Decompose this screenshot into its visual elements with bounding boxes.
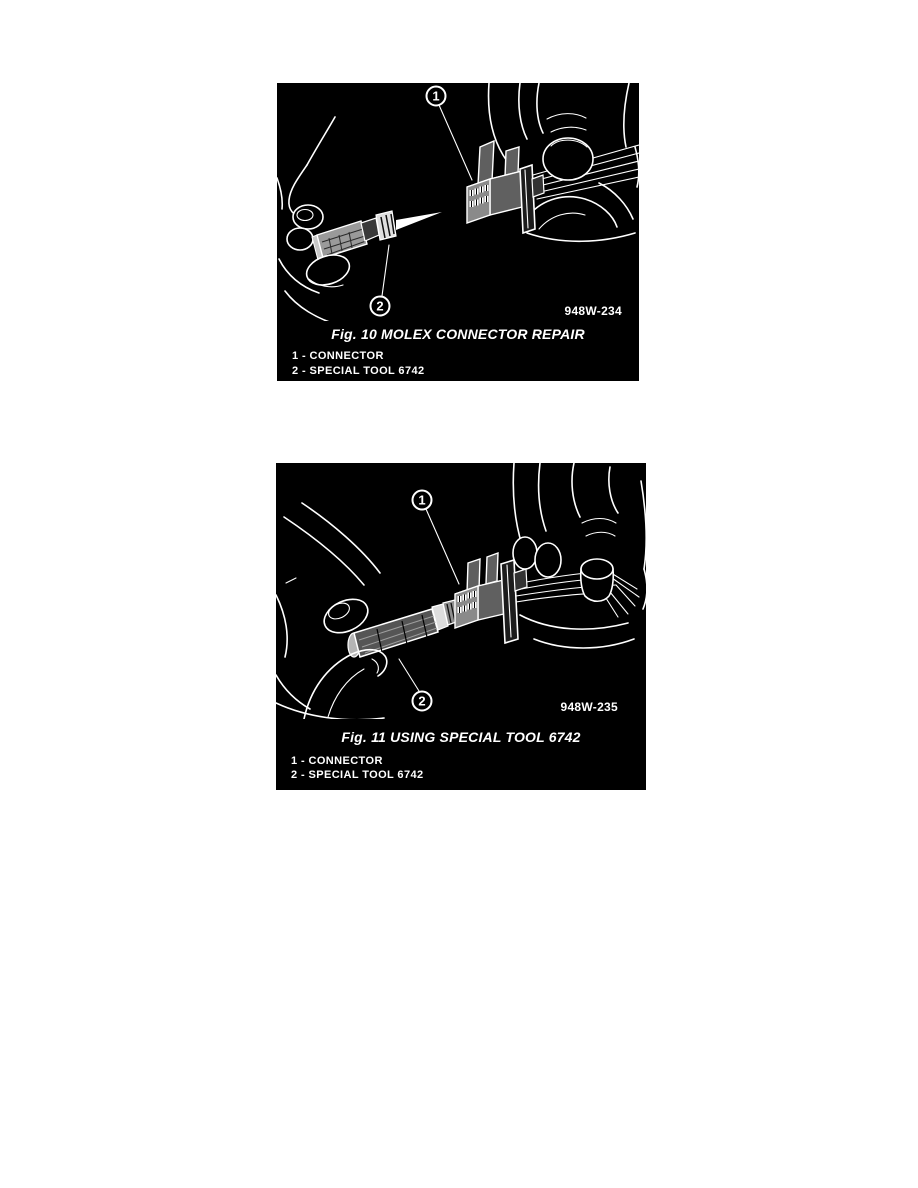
connector	[455, 553, 527, 643]
wire-bundle	[516, 571, 639, 617]
special-tool-6742	[312, 211, 442, 260]
connector	[467, 141, 544, 233]
callout-2-marker	[399, 659, 432, 711]
left-thumb	[303, 250, 353, 290]
figure-10-panel	[277, 83, 639, 381]
figure-code: 948W-234	[564, 304, 622, 318]
using-special-tool-illustration	[276, 463, 646, 719]
legend-item: 2 - SPECIAL TOOL 6742	[292, 365, 425, 377]
callout-1-marker	[427, 87, 473, 181]
legend-item: 2 - SPECIAL TOOL 6742	[291, 769, 424, 781]
callout-1-marker	[413, 491, 460, 585]
left-hand	[277, 117, 339, 321]
molex-connector-repair-illustration	[277, 83, 639, 321]
legend-item: 1 - CONNECTOR	[292, 350, 384, 362]
callout-2-number: 2	[376, 298, 384, 314]
figure-code: 948W-235	[560, 700, 618, 714]
figure-caption: Fig. 11 USING SPECIAL TOOL 6742	[341, 729, 581, 745]
callout-1-number: 1	[432, 88, 440, 104]
callout-2-marker	[371, 245, 390, 316]
left-thumb	[304, 593, 387, 719]
legend-item: 1 - CONNECTOR	[291, 755, 383, 767]
figure-11-panel	[276, 463, 646, 790]
callout-1-number: 1	[418, 492, 426, 508]
figure-caption: Fig. 10 MOLEX CONNECTOR REPAIR	[331, 326, 585, 342]
right-hand	[513, 463, 646, 648]
callout-2-number: 2	[418, 693, 426, 709]
